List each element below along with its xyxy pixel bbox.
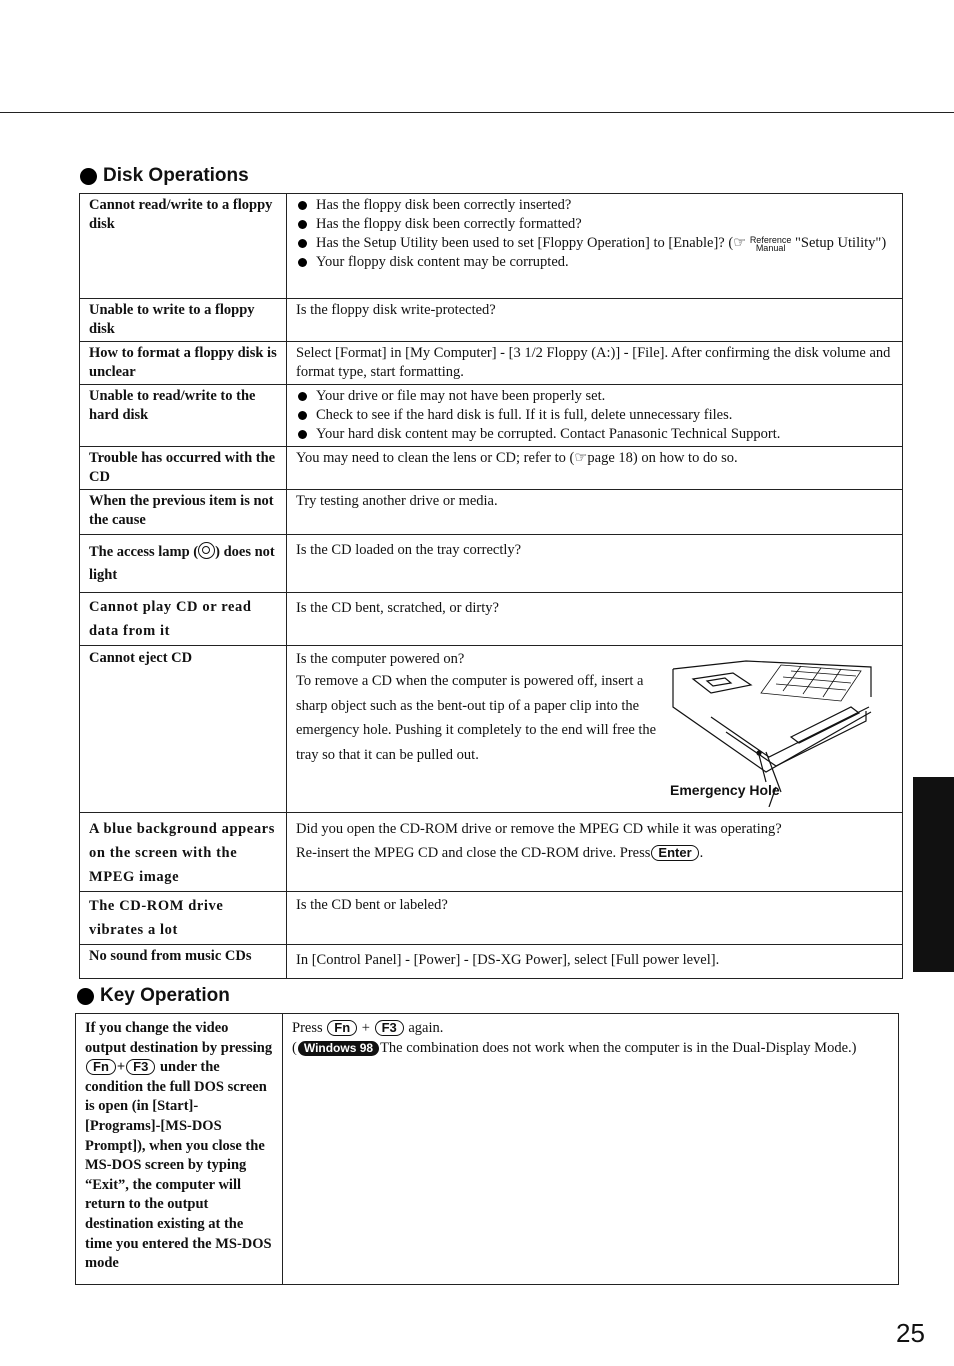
key-operation-heading: Key Operation [77, 985, 230, 1007]
answer-cell: In [Control Panel] - [Power] - [DS-XG Power], select [Full power level]. [287, 945, 903, 979]
table-row [80, 646, 903, 813]
table-row [80, 447, 903, 490]
problem-cell: Cannot play CD or read data from it [80, 593, 287, 646]
problem-cell: A blue background appears on the screen with the MPEG image [80, 813, 287, 892]
answer-cell: Is the floppy disk write-protected? [287, 299, 903, 342]
list-item: Has the Setup Utility been used to set [Floppy Operation] to [Enable]? (☞ Reference Manual "Setup Utility") [296, 234, 893, 253]
table-row [80, 490, 903, 535]
answer-cell: Is the computer powered on? To remove a CD when the computer is powered off, insert a sharp object such as the bent-out tip of a paper clip into the emergency hole. Pushing it completely to the end will free the tray so that it can be pulled out. Emergency Hole [287, 646, 903, 813]
problem-cell: If you change the video output destination by pressingFn + F3 under the condition the full DOS screen is open (in [Start]-[Programs]-[MS-DOS Prompt]), when you close the MS-DOS screen by typing “Exit”, the computer will return to the output destination existing at the time you entered the MS-DOS mode [76, 1014, 283, 1285]
windows-98-badge: Windows 98 [298, 1041, 379, 1056]
problem-cell: Cannot eject CD [80, 646, 287, 813]
access-lamp-icon [198, 542, 215, 559]
table-row [80, 892, 903, 945]
top-rule [0, 112, 954, 113]
table-row [76, 1014, 899, 1285]
problem-cell: The CD-ROM drive vibrates a lot [80, 892, 287, 945]
chapter-tab [913, 777, 954, 972]
problem-cell: When the previous item is not the cause [80, 490, 287, 535]
problem-cell: How to format a floppy disk is unclear [80, 342, 287, 385]
table-row [80, 813, 903, 892]
answer-cell: Select [Format] in [My Computer] - [3 1/2 Floppy (A:)] - [File]. After confirming the disk volume and format type, start formatting. [287, 342, 903, 385]
problem-cell: No sound from music CDs [80, 945, 287, 979]
answer-cell: Did you open the CD-ROM drive or remove the MPEG CD while it was operating? Re-insert the MPEG CD and close the CD-ROM drive. Press Enter . [287, 813, 903, 892]
fn-key-icon: Fn [327, 1020, 357, 1036]
list-item: Has the floppy disk been correctly inserted? [296, 196, 893, 215]
reference-icon: ☞ [733, 235, 747, 251]
key-operation-table [75, 1013, 899, 1285]
list-item: Your hard disk content may be corrupted. Contact Panasonic Technical Support. [296, 425, 893, 444]
fn-key-icon: Fn [86, 1059, 116, 1075]
disk-operations-table [79, 193, 903, 979]
list-item: Check to see if the hard disk is full. If it is full, delete unnecessary files. [296, 406, 893, 425]
table-row [80, 593, 903, 646]
problem-cell: Unable to write to a floppy disk [80, 299, 287, 342]
disk-operations-heading: Disk Operations [80, 165, 249, 187]
answer-cell: Is the CD loaded on the tray correctly? [287, 535, 903, 593]
table-row [80, 299, 903, 342]
answer-cell [287, 194, 903, 299]
reference-manual-icon: Reference Manual [749, 234, 792, 253]
answer-cell: Is the CD bent or labeled? [287, 892, 903, 945]
table-row [80, 385, 903, 447]
list-item: Your floppy disk content may be corrupted. [296, 253, 893, 272]
bullet-icon [77, 988, 94, 1005]
table-row [80, 945, 903, 979]
bullet-icon [80, 168, 97, 185]
answer-cell: Is the CD bent, scratched, or dirty? [287, 593, 903, 646]
f3-key-icon: F3 [126, 1059, 155, 1075]
enter-key-icon: Enter [651, 845, 698, 861]
table-row [80, 535, 903, 593]
problem-cell: Unable to read/write to the hard disk [80, 385, 287, 447]
list-item: Your drive or file may not have been properly set. [296, 387, 893, 406]
f3-key-icon: F3 [375, 1020, 404, 1036]
problem-cell: The access lamp ( ) does not light [80, 535, 287, 593]
answer-cell: Press Fn + F3 again. ( Windows 98 The combination does not work when the computer is in the Dual-Display Mode.) [283, 1014, 899, 1285]
table-row [80, 194, 903, 299]
problem-cell: Trouble has occurred with the CD [80, 447, 287, 490]
table-row [80, 342, 903, 385]
answer-cell: You may need to clean the lens or CD; refer to (☞page 18) on how to do so. [287, 447, 903, 490]
answer-cell: Try testing another drive or media. [287, 490, 903, 535]
problem-cell: Cannot read/write to a floppy disk [80, 194, 287, 299]
answer-cell [287, 385, 903, 447]
page-number: 25 [896, 1318, 925, 1348]
list-item: Has the floppy disk been correctly formatted? [296, 215, 893, 234]
